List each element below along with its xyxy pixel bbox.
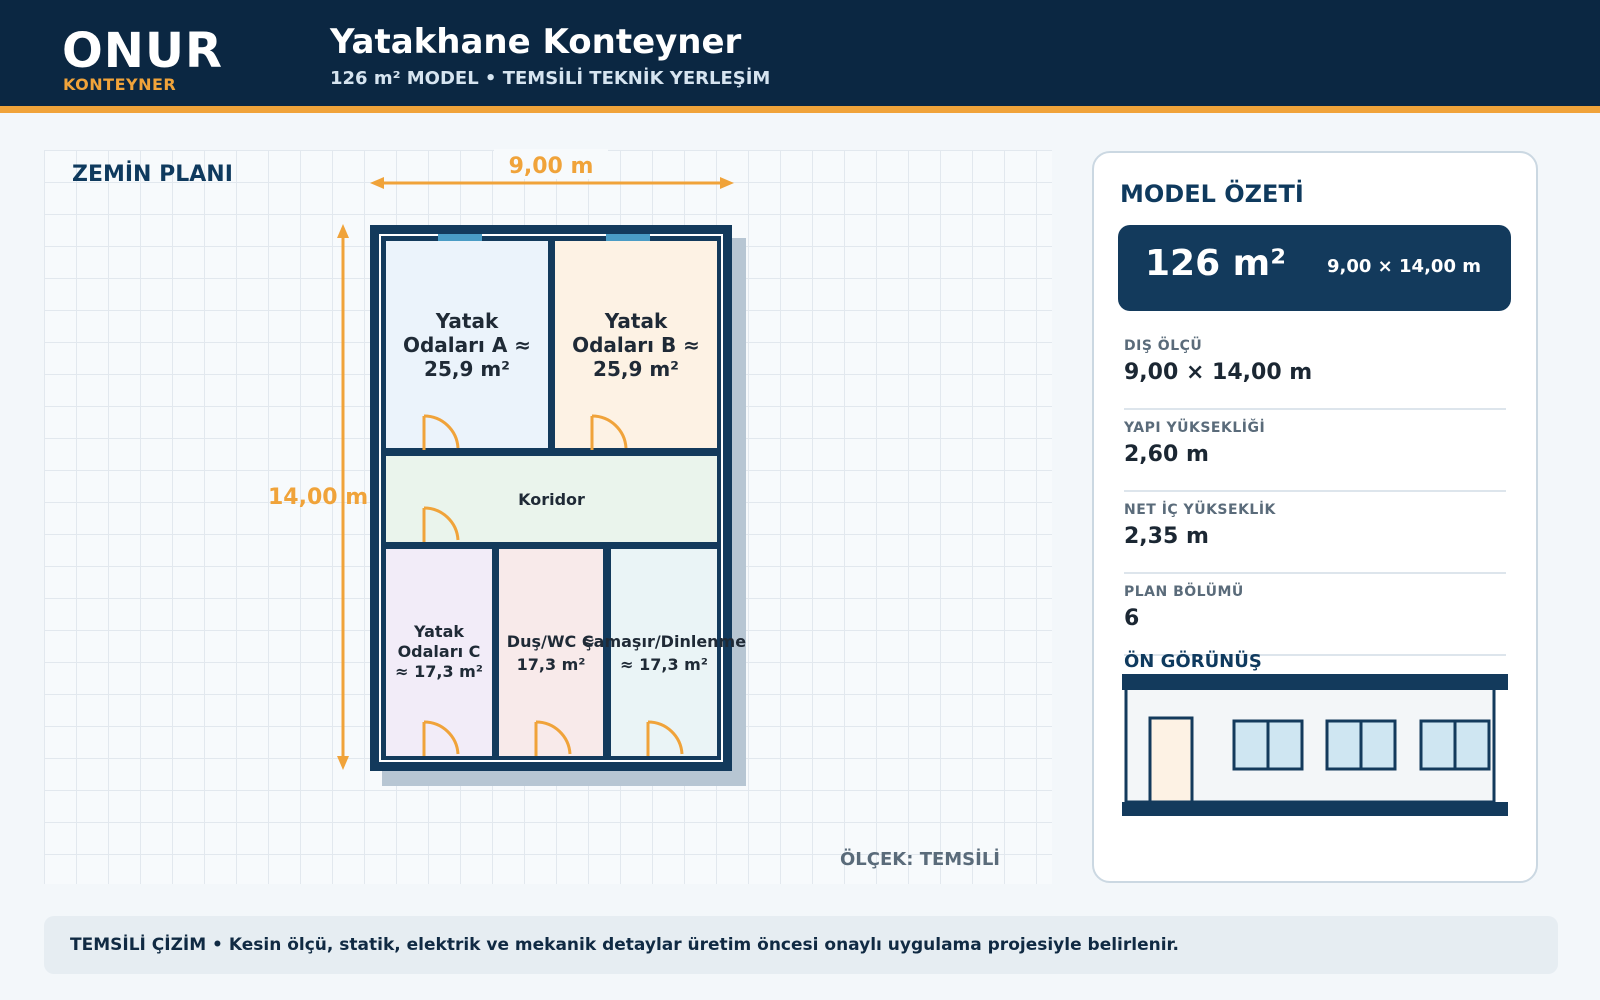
front-view-base: [1122, 802, 1508, 816]
spec-building-height: [1124, 410, 1506, 492]
room-label: Duş/WC ≈ 17,3 m²: [506, 632, 596, 674]
area-dimensions: 9,00 × 14,00 m: [1327, 256, 1481, 277]
spec-value: 9,00 × 14,00 m: [1124, 360, 1313, 385]
room-bedroom-a: [386, 241, 548, 448]
front-view-roof: [1122, 674, 1508, 690]
front-view-window: [1421, 721, 1489, 769]
footer-note: TEMSİLİ ÇİZİM • Kesin ölçü, statik, elektrik ve mekanik detaylar üretim öncesi onaylı uygulama projesiyle belirlenir.: [70, 935, 1179, 955]
room-label: Yatak Odaları A ≈ 25,9 m²: [402, 309, 532, 381]
room-label: Koridor: [518, 490, 585, 509]
room-corridor: [386, 456, 717, 542]
spec-value: 2,60 m: [1124, 442, 1209, 467]
rooms-layer: [386, 241, 746, 756]
length-dimension: [268, 224, 368, 770]
plan-title: ZEMİN PLANI: [72, 162, 233, 187]
spec-plan-sections: [1124, 574, 1506, 656]
spec-label: NET İÇ YÜKSEKLİK: [1124, 502, 1276, 518]
room-label: Çamaşır/Dinlenme ≈ 17,3 m²: [581, 632, 747, 674]
page-title: Yatakhane Konteyner: [330, 22, 742, 62]
summary-title: MODEL ÖZETİ: [1120, 180, 1304, 208]
spec-net-interior-height: [1124, 492, 1506, 574]
room-label: Yatak Odaları B ≈ 25,9 m²: [572, 309, 700, 381]
spec-label: YAPI YÜKSEKLİĞİ: [1124, 420, 1266, 436]
length-dimension-label: 14,00 m: [268, 485, 369, 510]
front-view-window: [1234, 721, 1302, 769]
front-view-drawing: [1120, 672, 1520, 820]
page-subtitle: 126 m² MODEL • TEMSİLİ TEKNİK YERLEŞİM: [330, 68, 771, 89]
spec-outer-dimensions: [1124, 328, 1506, 410]
brand-tagline: KONTEYNER: [63, 75, 177, 94]
room-bedroom-b: [555, 241, 717, 448]
room-label: Yatak Odaları C ≈ 17,3 m²: [395, 622, 483, 681]
front-view-door: [1150, 718, 1192, 802]
width-dimension-label: 9,00 m: [508, 154, 594, 179]
scale-note: ÖLÇEK: TEMSİLİ: [840, 849, 1001, 870]
front-view-window: [1327, 721, 1395, 769]
width-dimension: [370, 149, 734, 189]
spec-value: 6: [1124, 606, 1140, 631]
spec-value: 2,35 m: [1124, 524, 1209, 549]
brand-logo: ONUR: [62, 23, 223, 79]
window-top-right: [606, 234, 650, 241]
area-value: 126 m²: [1145, 243, 1286, 284]
spec-label: DIŞ ÖLÇÜ: [1124, 338, 1203, 354]
front-view-title: ÖN GÖRÜNÜŞ: [1124, 651, 1262, 672]
spec-label: PLAN BÖLÜMÜ: [1124, 584, 1244, 600]
footer-note-box: [44, 916, 1558, 974]
window-top-left: [438, 234, 482, 241]
